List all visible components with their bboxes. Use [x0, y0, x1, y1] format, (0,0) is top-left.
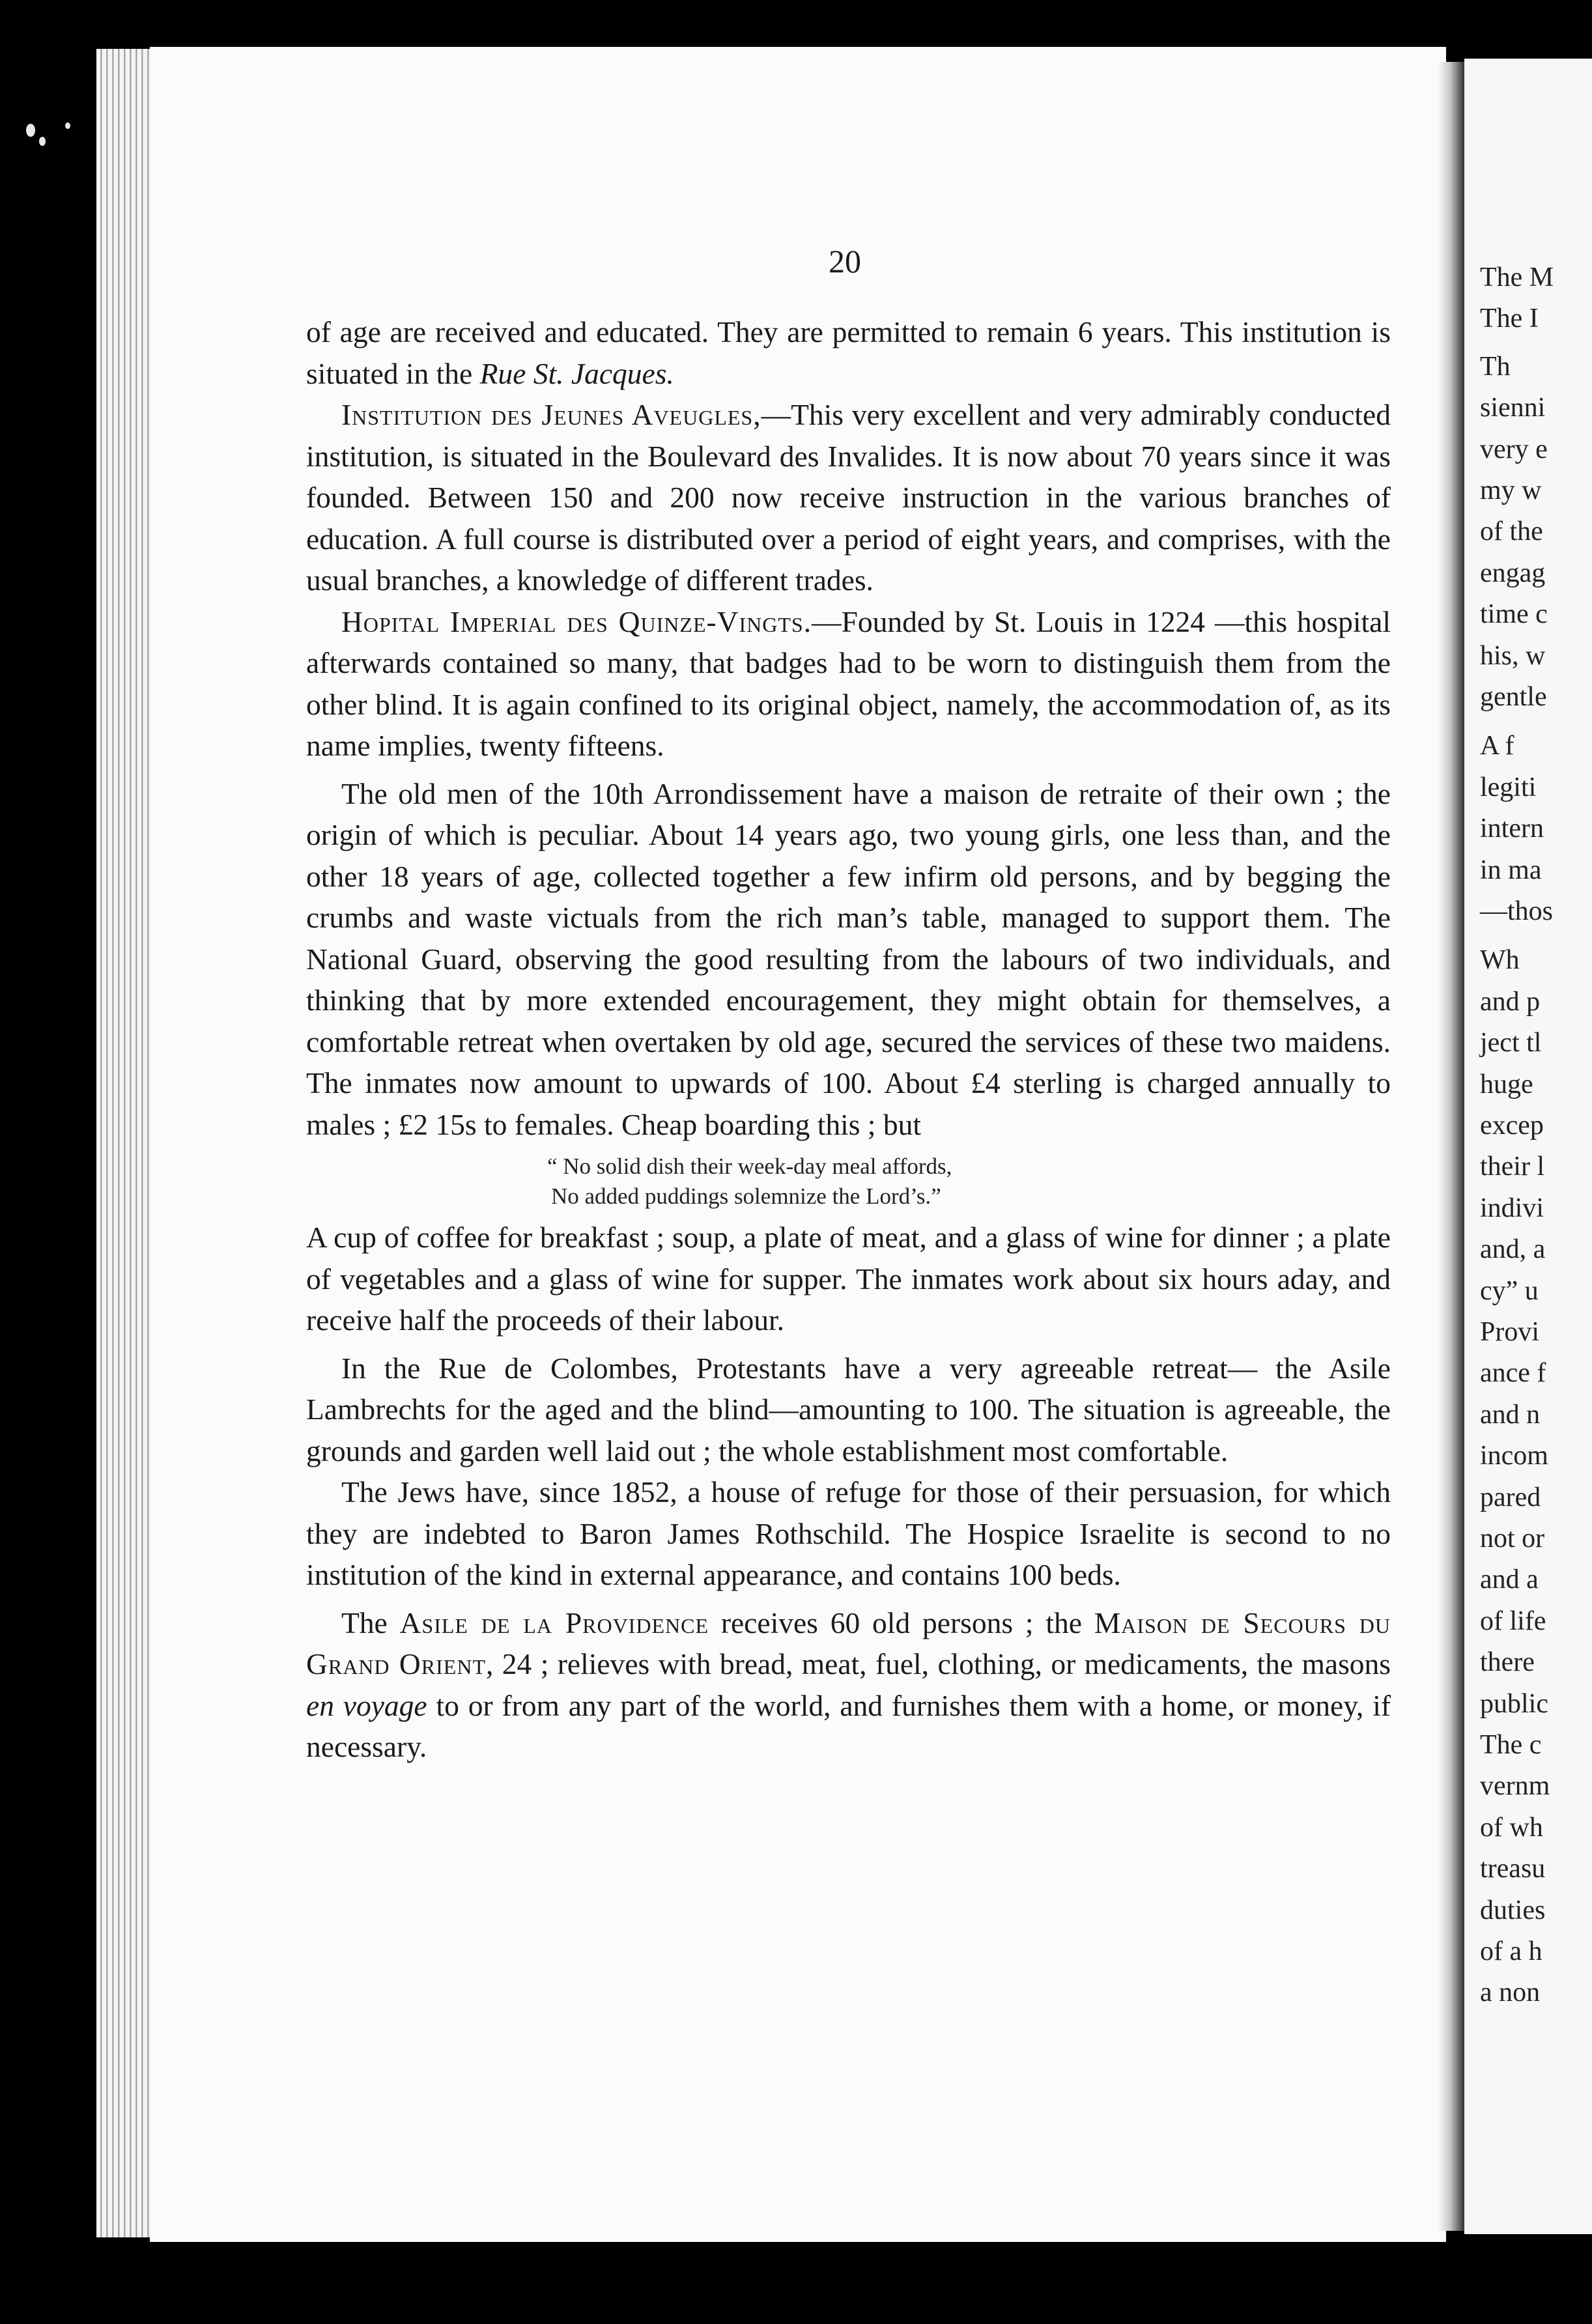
verse-line: No added puddings solemnize the Lord’s.”	[551, 1183, 941, 1209]
facing-page-line: excep	[1480, 1111, 1544, 1141]
facing-page-line: and a	[1480, 1565, 1539, 1595]
facing-page-line: of a h	[1480, 1936, 1542, 1966]
facing-page-line: a non	[1480, 1977, 1541, 2008]
paragraph-institution	[306, 394, 1391, 601]
street-name: Rue St. Jacques.	[479, 356, 674, 390]
text-run: —Founded by St. Louis in 1224 —this hospital afterwards contained so many, that badges had to be worn to distinguish them from the other blind. It is again confined to its original object, namely, the accommodation of, as its name implies, twenty fifteens.	[306, 604, 1391, 762]
section-heading: Institution des Jeunes Aveugles,	[341, 398, 761, 431]
facing-page-line: The c	[1480, 1730, 1542, 1760]
paragraph-jews: The Jews have, since 1852, a house of refuge for those of their persuasion, for which they are indebted to Baron James Rothschild. The Hospice Israelite is second to no institution of the kind in external appearance, and contains 100 beds.	[306, 1475, 1391, 1591]
verse-quote	[306, 1152, 1391, 1212]
paragraph-hopital	[306, 601, 1391, 767]
facing-page-line: time c	[1480, 599, 1548, 630]
facing-page-line: public	[1480, 1688, 1548, 1719]
scan-speck	[39, 137, 46, 146]
facing-page-line: his, w	[1480, 640, 1546, 671]
facing-page-line: and n	[1480, 1399, 1541, 1430]
facing-page-line: engag	[1480, 558, 1546, 588]
page-body	[306, 311, 1391, 1768]
verse-line: “ No solid dish their week-day meal affords,	[547, 1154, 952, 1179]
facing-page-line: duties	[1480, 1895, 1546, 1925]
facing-page-line: of the	[1480, 517, 1543, 547]
facing-page-line: ject tl	[1480, 1028, 1542, 1058]
facing-page-line: Provi	[1480, 1317, 1540, 1347]
facing-page-line: indivi	[1480, 1193, 1544, 1223]
page-stack-edge	[96, 49, 156, 2237]
facing-page-line: Wh	[1480, 945, 1520, 976]
facing-page-line: incom	[1480, 1441, 1548, 1471]
facing-page-line: there	[1480, 1647, 1535, 1678]
text-run: —This very excellent and very admirably conducted institution, is situated in the Boulevard des Invalides. It is now about 70 years since it was founded. Between 150 and 200 now receive instruction in the various branches of education. A full course is distributed over a period of eight years, and comprises, with the usual branches, a knowledge of different trades.	[306, 398, 1391, 597]
facing-page-line: their l	[1480, 1152, 1545, 1182]
book-gutter	[1438, 62, 1464, 2231]
paragraph-meals: A cup of coffee for breakfast ; soup, a plate of meat, and a glass of wine for dinner ; a plate of vegetables and a glass of wine for supper. The inmates work about six hours aday, and receive half the proceeds of their labour.	[306, 1221, 1391, 1337]
text-run: to or from any part of the world, and furnishes them with a home, or money, if necessary.	[306, 1688, 1391, 1763]
facing-page-line: intern	[1480, 814, 1544, 844]
facing-page-line: my w	[1480, 475, 1542, 505]
page-number: 20	[829, 243, 861, 279]
facing-page-line: cy” u	[1480, 1275, 1539, 1306]
text-run: receives 60 old persons ; the	[709, 1606, 1094, 1639]
paragraph-protestants: In the Rue de Colombes, Protestants have a very agreeable retreat— the Asile Lambrechts for the aged and the blind—amounting to 100. The situation is agreeable, the grounds and garden well laid out ; the whole establishment most comfortable.	[306, 1351, 1391, 1467]
facing-page-line: Th	[1480, 351, 1511, 382]
facing-page-line: of wh	[1480, 1812, 1543, 1843]
facing-page-line: —thos	[1480, 896, 1554, 926]
text-run: , 24 ; relieves with bread, meat, fuel, clothing, or medicaments, the masons	[486, 1647, 1391, 1680]
institution-name: Maison de Secours du Grand Orient	[306, 1606, 1391, 1680]
facing-page-line: pared	[1480, 1482, 1541, 1512]
facing-page-line: and p	[1480, 986, 1541, 1017]
text-run: of age are received and educated. They are permitted to remain 6 years. This institution is situated in the	[306, 315, 1391, 390]
facing-page-line: ance f	[1480, 1358, 1546, 1389]
institution-name: Asile de la Providence	[399, 1606, 709, 1639]
italic-phrase: en voyage	[306, 1688, 427, 1722]
scan-speck	[65, 122, 70, 129]
facing-page-line: treasu	[1480, 1854, 1546, 1884]
facing-page-line: A f	[1480, 731, 1514, 761]
facing-page-line: of life	[1480, 1606, 1546, 1636]
facing-page-line: sienni	[1480, 393, 1546, 423]
paragraph-old-men: The old men of the 10th Arrondissement have a maison de retraite of their own ; the origin of which is peculiar. About 14 years ago, two young girls, one less than, and the other 18 years of age, collected together a few infirm old persons, and by begging the crumbs and waste victuals from the rich man’s table, managed to support them. The National Guard, observing the good resulting from the labours of two individuals, and thinking that by more extended encouragement, they might obtain for themselves, a comfortable retreat when overtaken by old age, secured the services of these two maidens. The inmates now amount to upwards of 100. About £4 sterling is charged annually to males ; £2 15s to females. Cheap boarding this ; but	[306, 776, 1391, 1141]
scan-speck	[26, 124, 35, 137]
facing-page-line: vernm	[1480, 1771, 1550, 1802]
facing-page-line: very e	[1480, 434, 1548, 464]
facing-page-line: The I	[1480, 304, 1539, 334]
facing-page-line: in ma	[1480, 855, 1542, 885]
paragraph-asile	[306, 1602, 1391, 1768]
facing-page-line: legiti	[1480, 772, 1537, 802]
facing-page	[1464, 59, 1592, 2234]
facing-page-line: and, a	[1480, 1234, 1546, 1265]
facing-page-line: The M	[1480, 262, 1554, 292]
text-run: The	[341, 1606, 400, 1639]
facing-page-line: not or	[1480, 1523, 1545, 1553]
facing-page-line: huge	[1480, 1069, 1533, 1099]
facing-page-line: gentle	[1480, 682, 1547, 712]
paragraph-continued	[306, 311, 1391, 394]
section-heading: Hopital Imperial des Quinze-Vingts.	[341, 604, 812, 638]
